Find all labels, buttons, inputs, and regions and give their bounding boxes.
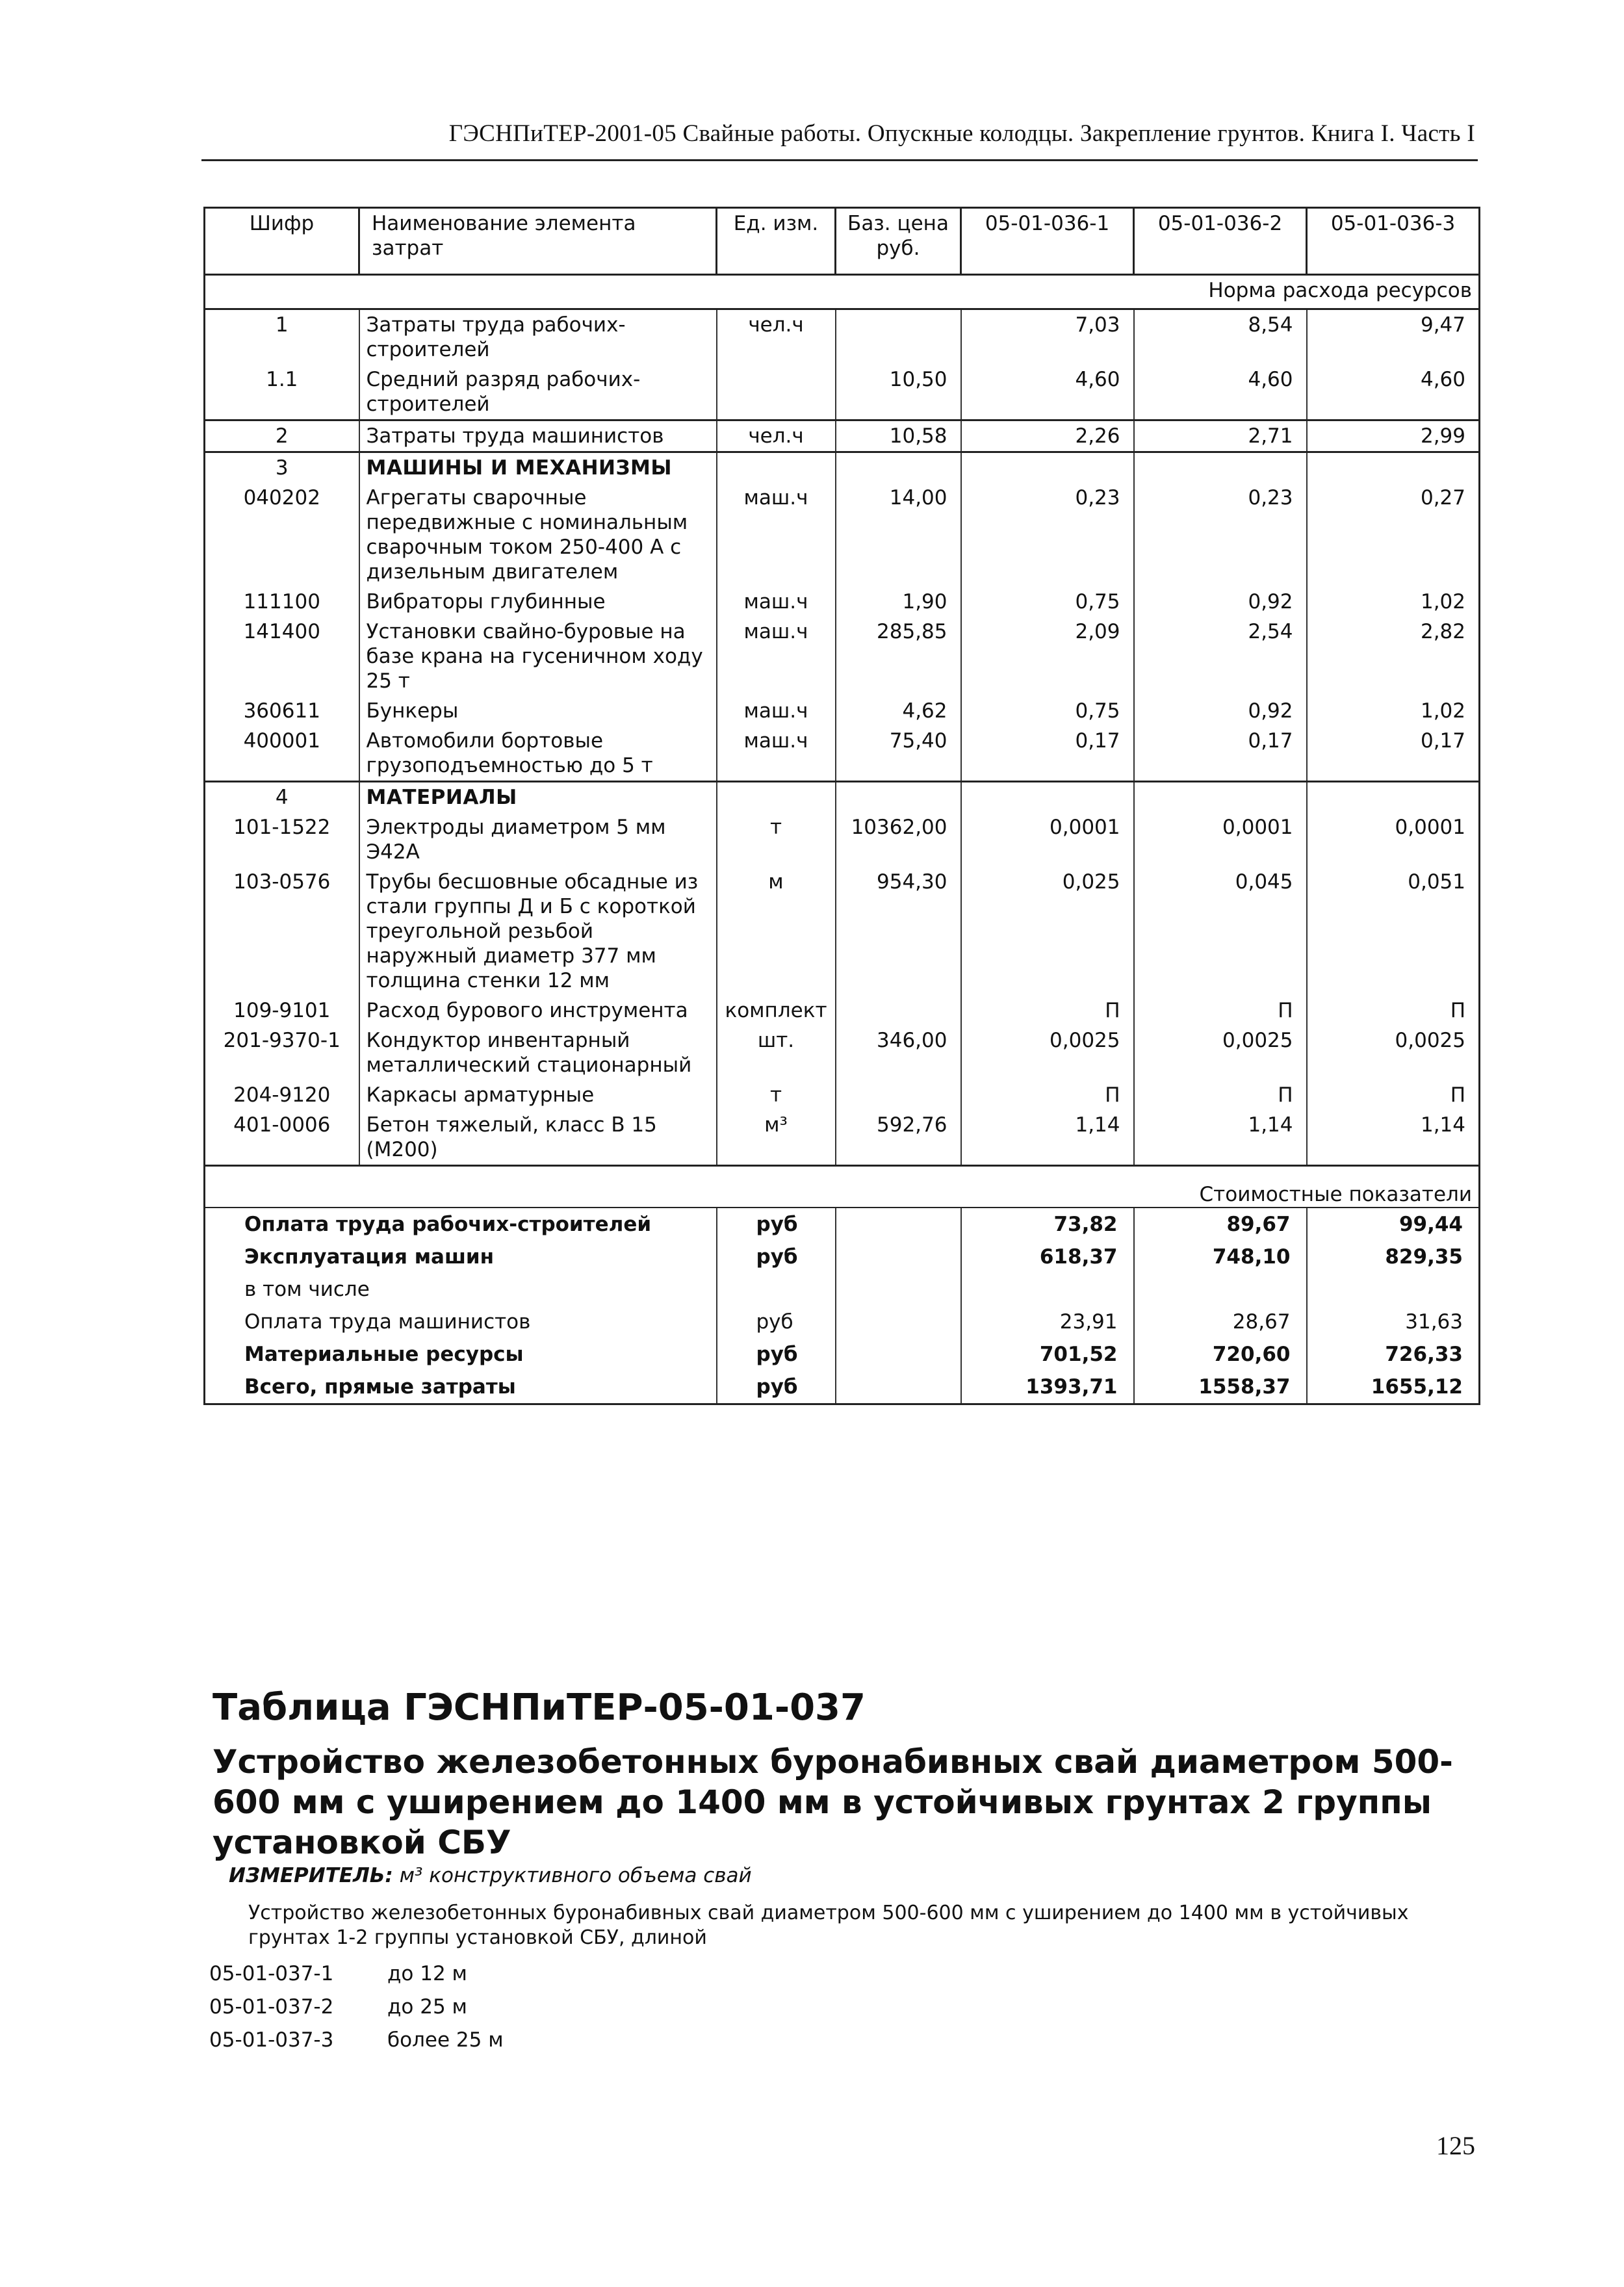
cell-variant-2: П bbox=[1134, 1080, 1307, 1110]
variant-text: до 25 м bbox=[387, 1995, 467, 2019]
cell-code: 040202 bbox=[205, 483, 359, 587]
cell-price: 10,58 bbox=[836, 420, 961, 452]
cell-name: Расход бурового инструмента bbox=[359, 996, 717, 1026]
cell-variant-1: 2,09 bbox=[961, 617, 1134, 696]
cell-price bbox=[836, 996, 961, 1026]
header-variant-1: 05-01-036-1 bbox=[961, 208, 1134, 275]
variant-text: более 25 м bbox=[387, 2028, 504, 2052]
next-table-subtitle: Устройство железобетонных буронабивных свай диаметром 500-600 мм с уширением до 1400 мм в устойчивых грунтах 2 группы установкой СБУ bbox=[213, 1743, 1453, 1861]
header-unit: Ед. изм. bbox=[717, 208, 836, 275]
cell-variant-1: 0,75 bbox=[961, 696, 1134, 726]
cell-variant-3 bbox=[1307, 452, 1480, 484]
cell-code: 360611 bbox=[205, 696, 359, 726]
cell-unit: маш.ч bbox=[717, 726, 836, 782]
cell-code: 101-1522 bbox=[205, 812, 359, 867]
table-row bbox=[205, 812, 1480, 867]
cost-variant-3: 1655,12 bbox=[1307, 1371, 1480, 1404]
cost-price-empty bbox=[836, 1306, 961, 1338]
cell-code: 204-9120 bbox=[205, 1080, 359, 1110]
cell-code: 1 bbox=[205, 309, 359, 365]
cell-code: 111100 bbox=[205, 587, 359, 617]
cell-code: 401-0006 bbox=[205, 1110, 359, 1166]
cell-name: МАШИНЫ И МЕХАНИЗМЫ bbox=[359, 452, 717, 484]
cell-unit: т bbox=[717, 812, 836, 867]
header-code: Шифр bbox=[205, 208, 359, 275]
cell-price bbox=[836, 309, 961, 365]
cost-variant-1: 73,82 bbox=[961, 1208, 1134, 1241]
table-row bbox=[205, 452, 1480, 484]
table-header-row bbox=[205, 208, 1480, 275]
cell-code: 4 bbox=[205, 782, 359, 813]
cell-unit: маш.ч bbox=[717, 587, 836, 617]
cell-price: 954,30 bbox=[836, 867, 961, 996]
cell-code: 141400 bbox=[205, 617, 359, 696]
table-row bbox=[205, 726, 1480, 782]
cell-code: 201-9370-1 bbox=[205, 1026, 359, 1080]
variant-item bbox=[209, 1991, 504, 2024]
cell-name: Бетон тяжелый, класс В 15 (М200) bbox=[359, 1110, 717, 1166]
variant-item bbox=[209, 2024, 504, 2057]
cell-unit: комплект bbox=[717, 996, 836, 1026]
cell-name: МАТЕРИАЛЫ bbox=[359, 782, 717, 813]
cell-variant-3: 1,02 bbox=[1307, 696, 1480, 726]
variant-item bbox=[209, 1958, 504, 1991]
cell-unit bbox=[717, 452, 836, 484]
cell-variant-2: П bbox=[1134, 996, 1307, 1026]
cell-unit: шт. bbox=[717, 1026, 836, 1080]
cell-variant-2: 2,54 bbox=[1134, 617, 1307, 696]
cell-variant-1: 0,0025 bbox=[961, 1026, 1134, 1080]
cell-code: 3 bbox=[205, 452, 359, 484]
variant-text: до 12 м bbox=[387, 1962, 467, 1985]
cost-variant-3: 31,63 bbox=[1307, 1306, 1480, 1338]
header-variant-2: 05-01-036-2 bbox=[1134, 208, 1307, 275]
cell-variant-2: 0,92 bbox=[1134, 587, 1307, 617]
cell-price: 14,00 bbox=[836, 483, 961, 587]
cost-label: Эксплуатация машин bbox=[205, 1241, 717, 1273]
table-row bbox=[205, 1080, 1480, 1110]
cost-row bbox=[205, 1208, 1480, 1241]
cost-price-empty bbox=[836, 1241, 961, 1273]
cell-variant-2: 0,045 bbox=[1134, 867, 1307, 996]
cell-variant-1: П bbox=[961, 996, 1134, 1026]
cell-variant-2: 0,23 bbox=[1134, 483, 1307, 587]
cell-code: 400001 bbox=[205, 726, 359, 782]
cell-price bbox=[836, 452, 961, 484]
cost-label: Оплата труда рабочих-строителей bbox=[205, 1208, 717, 1241]
cost-unit: руб bbox=[717, 1371, 836, 1404]
table-row bbox=[205, 483, 1480, 587]
running-head: ГЭСНПиТЕР-2001-05 Свайные работы. Опускные колодцы. Закрепление грунтов. Книга I. Часть I bbox=[448, 120, 1475, 147]
cost-variant-2: 89,67 bbox=[1134, 1208, 1307, 1241]
cell-code: 103-0576 bbox=[205, 867, 359, 996]
cell-name: Электроды диаметром 5 мм Э42А bbox=[359, 812, 717, 867]
cell-price bbox=[836, 1080, 961, 1110]
cost-unit: руб bbox=[717, 1338, 836, 1371]
cell-name: Автомобили бортовые грузоподъемностью до 5 т bbox=[359, 726, 717, 782]
header-price: Баз. цена руб. bbox=[836, 208, 961, 275]
cost-unit: руб bbox=[717, 1208, 836, 1241]
cell-code: 109-9101 bbox=[205, 996, 359, 1026]
cell-price: 1,90 bbox=[836, 587, 961, 617]
cost-row bbox=[205, 1241, 1480, 1273]
cell-variant-3: 0,0025 bbox=[1307, 1026, 1480, 1080]
cost-price-empty bbox=[836, 1371, 961, 1404]
cell-unit: м³ bbox=[717, 1110, 836, 1166]
header-variant-3: 05-01-036-3 bbox=[1307, 208, 1480, 275]
cell-name: Трубы бесшовные обсадные из стали группы Д и Б с короткой треугольной резьбой наружный диаметр 377 мм толщина стенки 12 мм bbox=[359, 867, 717, 996]
cell-variant-3: 1,02 bbox=[1307, 587, 1480, 617]
next-table-title: Таблица ГЭСНПиТЕР-05-01-037 bbox=[213, 1686, 866, 1729]
cell-variant-1: П bbox=[961, 1080, 1134, 1110]
page-number: 125 bbox=[1436, 2131, 1475, 2160]
cost-row bbox=[205, 1306, 1480, 1338]
cell-variant-1 bbox=[961, 782, 1134, 813]
measure-line bbox=[229, 1864, 752, 1887]
cost-row bbox=[205, 1273, 1480, 1306]
variant-code: 05-01-037-1 bbox=[209, 1962, 334, 1985]
cell-variant-2: 0,0001 bbox=[1134, 812, 1307, 867]
table-row bbox=[205, 365, 1480, 420]
cell-code: 2 bbox=[205, 420, 359, 452]
cost-variant-2: 1558,37 bbox=[1134, 1371, 1307, 1404]
variant-code: 05-01-037-3 bbox=[209, 2028, 334, 2052]
cell-price: 10362,00 bbox=[836, 812, 961, 867]
cell-code: 1.1 bbox=[205, 365, 359, 420]
table-row bbox=[205, 867, 1480, 996]
cell-variant-1: 2,26 bbox=[961, 420, 1134, 452]
cell-price: 285,85 bbox=[836, 617, 961, 696]
cell-variant-1: 0,23 bbox=[961, 483, 1134, 587]
cost-price-empty bbox=[836, 1208, 961, 1241]
cost-label: Материальные ресурсы bbox=[205, 1338, 717, 1371]
cell-variant-3: 0,27 bbox=[1307, 483, 1480, 587]
cell-variant-2: 0,92 bbox=[1134, 696, 1307, 726]
cost-caption: Стоимостные показатели bbox=[205, 1166, 1480, 1208]
cost-variant-3: 99,44 bbox=[1307, 1208, 1480, 1241]
table-row bbox=[205, 1110, 1480, 1166]
cell-unit: чел.ч bbox=[717, 420, 836, 452]
cell-unit: маш.ч bbox=[717, 617, 836, 696]
cell-price bbox=[836, 782, 961, 813]
table-row bbox=[205, 309, 1480, 365]
cost-variant-3 bbox=[1307, 1273, 1480, 1306]
cost-variant-2: 748,10 bbox=[1134, 1241, 1307, 1273]
cost-unit bbox=[717, 1273, 836, 1306]
cell-variant-1 bbox=[961, 452, 1134, 484]
norm-body bbox=[205, 309, 1480, 1166]
cell-variant-1: 4,60 bbox=[961, 365, 1134, 420]
cell-name: Затраты труда машинистов bbox=[359, 420, 717, 452]
cell-name: Каркасы арматурные bbox=[359, 1080, 717, 1110]
cost-unit: руб bbox=[717, 1306, 836, 1338]
cost-label: Оплата труда машинистов bbox=[205, 1306, 717, 1338]
cost-variant-1 bbox=[961, 1273, 1134, 1306]
header-rule bbox=[201, 159, 1478, 161]
cost-price-empty bbox=[836, 1338, 961, 1371]
resource-norms-table bbox=[203, 207, 1480, 1405]
cell-name: Установки свайно-буровые на базе крана на гусеничном ходу 25 т bbox=[359, 617, 717, 696]
cell-unit: чел.ч bbox=[717, 309, 836, 365]
cost-variant-3: 726,33 bbox=[1307, 1338, 1480, 1371]
cell-name: Затраты труда рабочих-строителей bbox=[359, 309, 717, 365]
cell-name: Вибраторы глубинные bbox=[359, 587, 717, 617]
cell-price: 10,50 bbox=[836, 365, 961, 420]
cell-variant-1: 0,75 bbox=[961, 587, 1134, 617]
cell-name: Бункеры bbox=[359, 696, 717, 726]
cost-variant-2 bbox=[1134, 1273, 1307, 1306]
cost-label: в том числе bbox=[205, 1273, 717, 1306]
cell-price: 346,00 bbox=[836, 1026, 961, 1080]
variant-list bbox=[209, 1958, 504, 2057]
cell-variant-1: 1,14 bbox=[961, 1110, 1134, 1166]
cost-variant-2: 28,67 bbox=[1134, 1306, 1307, 1338]
cost-variant-3: 829,35 bbox=[1307, 1241, 1480, 1273]
cell-variant-3: 9,47 bbox=[1307, 309, 1480, 365]
cell-variant-2 bbox=[1134, 452, 1307, 484]
cost-variant-2: 720,60 bbox=[1134, 1338, 1307, 1371]
cell-unit bbox=[717, 782, 836, 813]
measure-label: ИЗМЕРИТЕЛЬ: bbox=[229, 1864, 393, 1887]
cell-variant-3: 1,14 bbox=[1307, 1110, 1480, 1166]
cost-row bbox=[205, 1338, 1480, 1371]
cost-label: Всего, прямые затраты bbox=[205, 1371, 717, 1404]
cost-variant-1: 701,52 bbox=[961, 1338, 1134, 1371]
cell-name: Кондуктор инвентарный металлический стационарный bbox=[359, 1026, 717, 1080]
cell-variant-3: П bbox=[1307, 1080, 1480, 1110]
cell-price: 592,76 bbox=[836, 1110, 961, 1166]
cell-variant-3: 2,82 bbox=[1307, 617, 1480, 696]
table-row bbox=[205, 1026, 1480, 1080]
table-row bbox=[205, 420, 1480, 452]
cell-unit: маш.ч bbox=[717, 483, 836, 587]
cell-variant-2: 0,17 bbox=[1134, 726, 1307, 782]
cell-variant-2: 0,0025 bbox=[1134, 1026, 1307, 1080]
cost-unit: руб bbox=[717, 1241, 836, 1273]
cell-unit: м bbox=[717, 867, 836, 996]
table-row bbox=[205, 617, 1480, 696]
cell-variant-2: 1,14 bbox=[1134, 1110, 1307, 1166]
cell-price: 75,40 bbox=[836, 726, 961, 782]
cost-caption-row bbox=[205, 1166, 1480, 1208]
cell-variant-3: П bbox=[1307, 996, 1480, 1026]
norm-caption: Норма расхода ресурсов bbox=[205, 275, 1480, 309]
cell-name: Средний разряд рабочих-строителей bbox=[359, 365, 717, 420]
cell-price: 4,62 bbox=[836, 696, 961, 726]
cell-variant-3: 0,0001 bbox=[1307, 812, 1480, 867]
table-row bbox=[205, 996, 1480, 1026]
table-row bbox=[205, 587, 1480, 617]
cell-variant-3: 2,99 bbox=[1307, 420, 1480, 452]
cell-variant-2: 8,54 bbox=[1134, 309, 1307, 365]
cost-row bbox=[205, 1371, 1480, 1404]
cost-body bbox=[205, 1166, 1480, 1404]
cell-variant-1: 0,025 bbox=[961, 867, 1134, 996]
cell-variant-2: 2,71 bbox=[1134, 420, 1307, 452]
cost-variant-1: 23,91 bbox=[961, 1306, 1134, 1338]
cell-variant-2 bbox=[1134, 782, 1307, 813]
table-row bbox=[205, 696, 1480, 726]
measure-value: м³ конструктивного объема свай bbox=[399, 1864, 752, 1887]
cell-variant-1: 7,03 bbox=[961, 309, 1134, 365]
cell-unit: т bbox=[717, 1080, 836, 1110]
cell-variant-2: 4,60 bbox=[1134, 365, 1307, 420]
variant-code: 05-01-037-2 bbox=[209, 1995, 334, 2019]
next-table-description: Устройство железобетонных буронабивных свай диаметром 500-600 мм с уширением до 1400 мм в устойчивых грунтах 1-2 группы установкой СБУ, длиной bbox=[248, 1902, 1409, 1949]
cell-variant-3 bbox=[1307, 782, 1480, 813]
cell-variant-3: 0,051 bbox=[1307, 867, 1480, 996]
norm-caption-row bbox=[205, 275, 1480, 309]
cost-variant-1: 618,37 bbox=[961, 1241, 1134, 1273]
table-row bbox=[205, 782, 1480, 813]
cell-unit bbox=[717, 365, 836, 420]
cell-variant-3: 0,17 bbox=[1307, 726, 1480, 782]
cell-variant-1: 0,17 bbox=[961, 726, 1134, 782]
cell-name: Агрегаты сварочные передвижные с номинальным сварочным током 250-400 А с дизельным двигателем bbox=[359, 483, 717, 587]
cell-unit: маш.ч bbox=[717, 696, 836, 726]
cell-variant-3: 4,60 bbox=[1307, 365, 1480, 420]
cost-variant-1: 1393,71 bbox=[961, 1371, 1134, 1404]
header-name: Наименование элемента затрат bbox=[359, 208, 717, 275]
cell-variant-1: 0,0001 bbox=[961, 812, 1134, 867]
cost-price-empty bbox=[836, 1273, 961, 1306]
